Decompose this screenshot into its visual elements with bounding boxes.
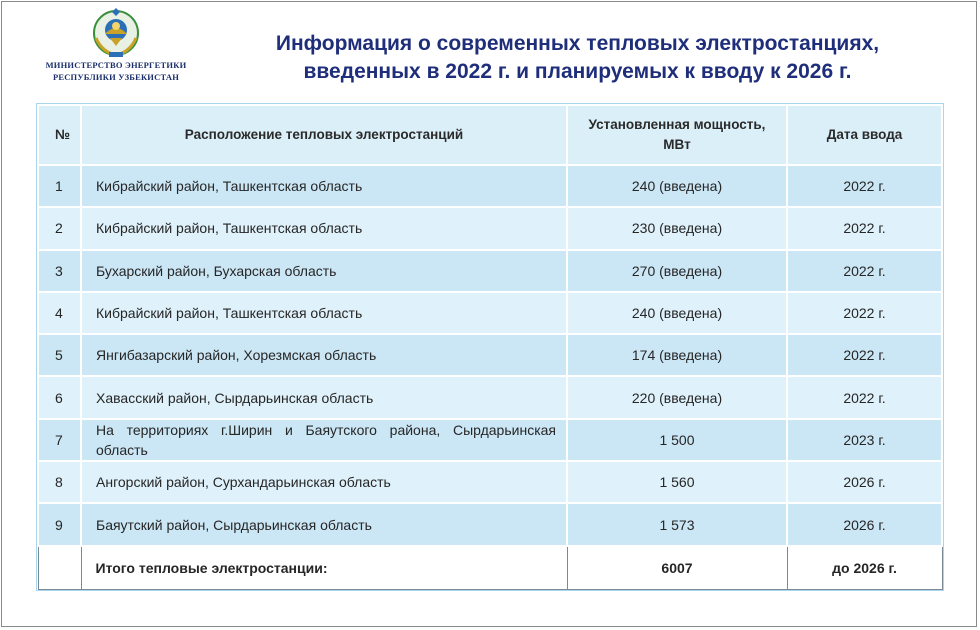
header-location: Расположение тепловых электростанций: [81, 105, 567, 165]
cell-date: 2022 г.: [787, 334, 942, 376]
cell-location: Ангорский район, Сурхандарьинская область: [81, 461, 567, 503]
cell-date: 2022 г.: [787, 376, 942, 418]
cell-capacity: 1 560: [567, 461, 787, 503]
cell-total-date: до 2026 г.: [787, 546, 942, 590]
header-date: Дата ввода: [787, 105, 942, 165]
cell-capacity: 1 500: [567, 419, 787, 461]
cell-num: 7: [38, 419, 81, 461]
table-row: [38, 250, 942, 292]
cell-num: 9: [38, 503, 81, 545]
cell-location: Янгибазарский район, Хорезмская область: [81, 334, 567, 376]
table-row: [38, 503, 942, 545]
title-line-1: Информация о современных тепловых электростанциях,: [275, 32, 880, 55]
cell-num: 3: [38, 250, 81, 292]
cell-capacity: 270 (введена): [567, 250, 787, 292]
cell-capacity: 240 (введена): [567, 292, 787, 334]
cell-location: Кибрайский район, Ташкентская область: [81, 165, 567, 207]
cell-capacity: 1 573: [567, 503, 787, 545]
table-row: [38, 207, 942, 249]
power-plants-table: [37, 104, 943, 590]
cell-date: 2022 г.: [787, 207, 942, 249]
cell-location: Бухарский район, Бухарская область: [81, 250, 567, 292]
table-header-row: [38, 105, 942, 165]
cell-capacity: 220 (введена): [567, 376, 787, 418]
table-row: [38, 419, 942, 461]
cell-num: 5: [38, 334, 81, 376]
cell-date: 2022 г.: [787, 250, 942, 292]
cell-location: На территориях г.Ширин и Баяутского района, Сырдарьинская область: [81, 419, 567, 461]
title-line-2: введенных в 2022 г. и планируемых к вводу к 2026 г.: [303, 60, 852, 83]
cell-total-num: [38, 546, 81, 590]
ministry-name-line1: МИНИСТЕРСТВО ЭНЕРГЕТИКИ: [45, 60, 187, 70]
cell-location: Хавасский район, Сырдарьинская область: [81, 376, 567, 418]
cell-location: Кибрайский район, Ташкентская область: [81, 207, 567, 249]
cell-capacity: 230 (введена): [567, 207, 787, 249]
cell-total-label: Итого тепловые электростанции:: [81, 546, 567, 590]
cell-capacity: 174 (введена): [567, 334, 787, 376]
ministry-logo: [36, 8, 196, 88]
header-capacity: Установленная мощность, МВт: [567, 105, 787, 165]
table-row: [38, 292, 942, 334]
cell-num: 1: [38, 165, 81, 207]
table-row: [38, 334, 942, 376]
table-row: [38, 376, 942, 418]
cell-num: 4: [38, 292, 81, 334]
cell-num: 8: [38, 461, 81, 503]
cell-total-capacity: 6007: [567, 546, 787, 590]
cell-location: Кибрайский район, Ташкентская область: [81, 292, 567, 334]
cell-location: Баяутский район, Сырдарьинская область: [81, 503, 567, 545]
cell-date: 2023 г.: [787, 419, 942, 461]
page-title: [210, 30, 945, 86]
table-row: [38, 165, 942, 207]
cell-date: 2026 г.: [787, 461, 942, 503]
state-emblem-icon: [88, 8, 144, 58]
cell-capacity: 240 (введена): [567, 165, 787, 207]
ministry-name-line2: РЕСПУБЛИКИ УЗБЕКИСТАН: [52, 72, 180, 82]
cell-date: 2022 г.: [787, 292, 942, 334]
table-total-row: [38, 546, 942, 590]
cell-num: 6: [38, 376, 81, 418]
cell-date: 2026 г.: [787, 503, 942, 545]
cell-date: 2022 г.: [787, 165, 942, 207]
cell-num: 2: [38, 207, 81, 249]
header-num: №: [38, 105, 81, 165]
table-row: [38, 461, 942, 503]
